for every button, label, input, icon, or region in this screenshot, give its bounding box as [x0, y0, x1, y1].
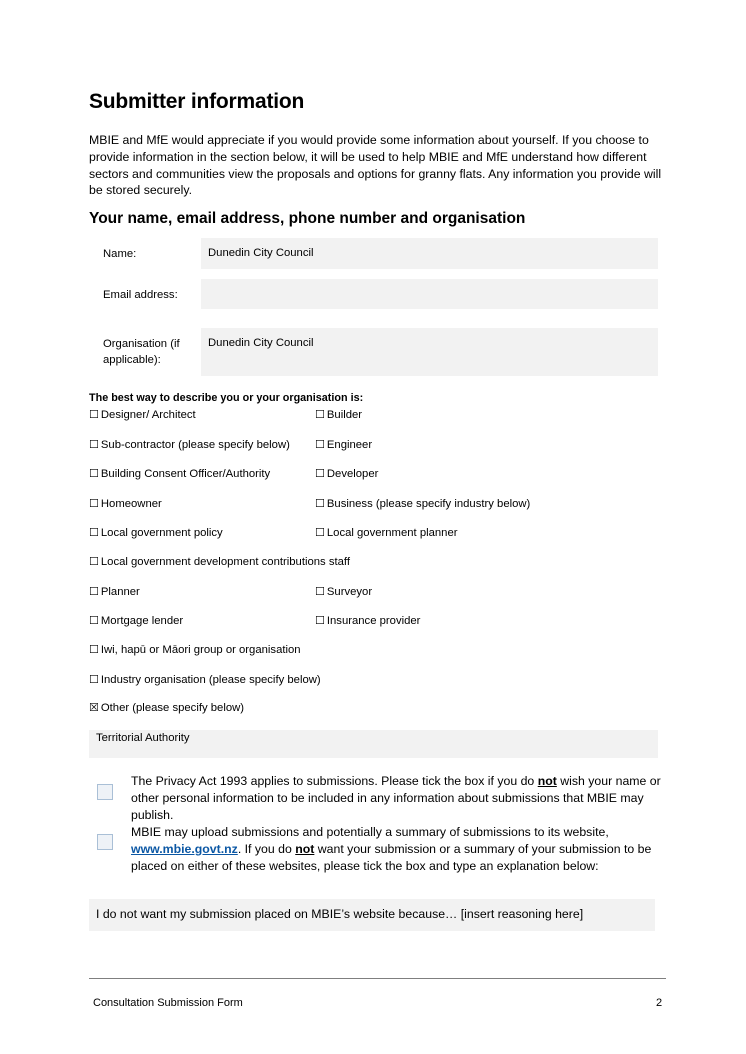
option-local-government-policy[interactable]: ☐ Local government policy	[89, 526, 223, 539]
option-designer-architect[interactable]: ☐ Designer/ Architect	[89, 408, 196, 421]
website-upload-checkbox[interactable]	[97, 834, 113, 850]
checkbox-icon: ☐	[315, 526, 325, 539]
option-local-government-planner[interactable]: ☐ Local government planner	[315, 526, 458, 539]
option-industry-organisation[interactable]: ☐ Industry organisation (please specify below)	[89, 673, 321, 686]
privacy-paragraph-2: MBIE may upload submissions and potentially a summary of submissions to its website, www.mbie.govt.nz. If you do not want your submission or a summary of your submission to be placed on either of these websites, please tick the box and type an explanation below:	[131, 825, 652, 873]
option-builder[interactable]: ☐ Builder	[315, 408, 363, 421]
intro-paragraph: MBIE and MfE would appreciate if you would provide some information about yourself. If you choose to provide information in the section below, it will be used to help MBIE and MfE understand how different sectors and communities view the proposals and options for granny flats. Any information you provide will be stored securely.	[89, 133, 662, 198]
option-iwi-hapu-maori[interactable]: ☐ Iwi, hapū or Māori group or organisation	[89, 643, 301, 656]
name-field[interactable]	[201, 238, 658, 269]
checkbox-icon: ☐	[89, 467, 99, 480]
option-insurance-provider[interactable]: ☐ Insurance provider	[315, 614, 421, 627]
checkbox-icon: ☐	[315, 614, 325, 627]
organisation-value: Dunedin City Council	[208, 337, 314, 349]
footer-page-number: 2	[656, 997, 663, 1009]
checkbox-icon: ☐	[89, 673, 99, 686]
option-engineer[interactable]: ☐ Engineer	[315, 438, 373, 451]
reasoning-field[interactable]	[89, 899, 655, 931]
checkbox-icon: ☐	[315, 467, 325, 480]
checkbox-icon: ☐	[89, 643, 99, 656]
checkbox-icon: ☐	[89, 438, 99, 451]
name-label: Name:	[103, 248, 137, 260]
organisation-label-line-1: Organisation (if	[103, 338, 180, 350]
option-mortgage-lender[interactable]: ☐ Mortgage lender	[89, 614, 184, 627]
footer-form-title: Consultation Submission Form	[93, 997, 243, 1009]
checkbox-icon: ☐	[315, 585, 325, 598]
checkbox-icon: ☐	[89, 614, 99, 627]
privacy-name-checkbox[interactable]	[97, 784, 113, 800]
organisation-field[interactable]	[201, 328, 658, 376]
organisation-label-line-2: applicable):	[103, 354, 161, 366]
option-other[interactable]: ☒ Other (please specify below)	[89, 701, 245, 714]
checkbox-icon: ☐	[89, 555, 99, 568]
option-developer[interactable]: ☐ Developer	[315, 467, 379, 480]
option-development-contributions-staff[interactable]: ☐ Local government development contributions staff	[89, 555, 350, 568]
checkbox-icon: ☐	[89, 408, 99, 421]
option-surveyor[interactable]: ☐ Surveyor	[315, 585, 373, 598]
section-subtitle: Your name, email address, phone number and organisation	[89, 210, 526, 227]
mbie-website-link[interactable]: www.mbie.govt.nz	[131, 841, 238, 856]
page-title: Submitter information	[89, 90, 305, 113]
email-field[interactable]	[201, 279, 658, 309]
describe-heading: The best way to describe you or your organisation is:	[89, 392, 364, 404]
option-sub-contractor[interactable]: ☐ Sub-contractor (please specify below)	[89, 438, 290, 451]
checkbox-icon: ☐	[89, 497, 99, 510]
checkbox-icon: ☐	[315, 438, 325, 451]
option-building-consent-officer[interactable]: ☐ Building Consent Officer/Authority	[89, 467, 271, 480]
other-specify-value: Territorial Authority	[96, 732, 190, 744]
checkbox-icon: ☐	[315, 497, 325, 510]
checkbox-icon: ☐	[89, 526, 99, 539]
checkbox-icon: ☐	[315, 408, 325, 421]
organisation-label	[103, 336, 180, 368]
option-business[interactable]: ☐ Business (please specify industry below)	[315, 497, 531, 510]
option-planner[interactable]: ☐ Planner	[89, 585, 140, 598]
privacy-paragraph-1: The Privacy Act 1993 applies to submissions. Please tick the box if you do not wish your name or other personal information to be included in any information about submissions that MBIE may publish.	[131, 774, 661, 822]
other-specify-field[interactable]	[89, 730, 658, 758]
option-homeowner[interactable]: ☐ Homeowner	[89, 497, 162, 510]
checkbox-icon: ☐	[89, 585, 99, 598]
email-label: Email address:	[103, 289, 178, 301]
checked-checkbox-icon: ☒	[89, 701, 99, 714]
name-value: Dunedin City Council	[208, 247, 314, 259]
reasoning-text: I do not want my submission placed on MBIE’s website because… [insert reasoning here]	[96, 907, 584, 921]
footer-divider	[89, 978, 666, 979]
